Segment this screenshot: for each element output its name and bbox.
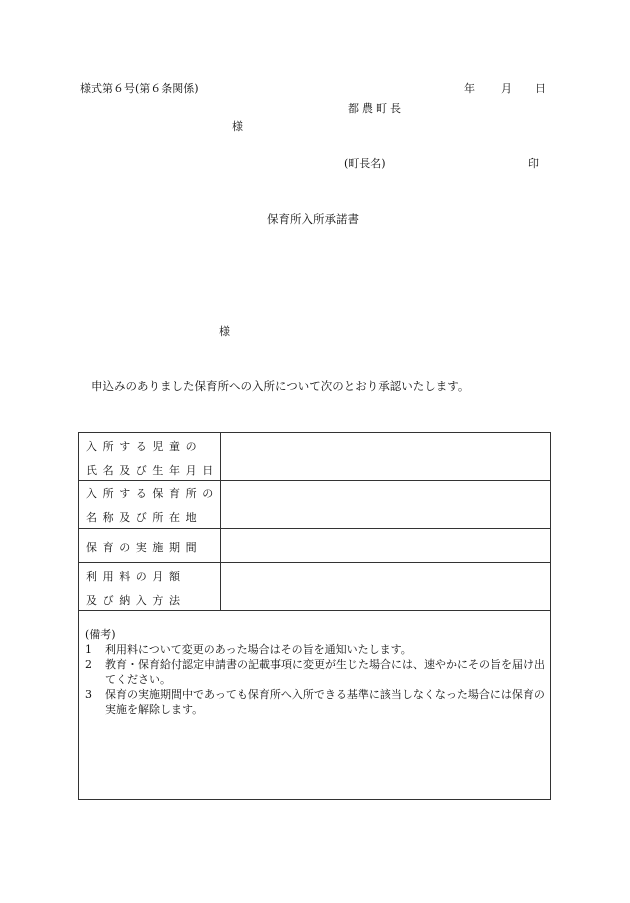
label-line: 保育の実施期間 (86, 541, 203, 554)
date-month-label: 月 (501, 82, 512, 95)
table-row-period (79, 529, 550, 563)
table-row-fee (79, 563, 550, 611)
notes-section (85, 627, 545, 717)
label-line: 入所する児童の (86, 440, 203, 453)
label-line: 氏名及び生年月日 (86, 464, 219, 477)
note-text: 教育・保育給付認定申請書の記載事項に変更が生じた場合には、速やかにその旨を届け出てください。 (105, 658, 545, 686)
note-number: 3 (85, 688, 92, 701)
date-day-label: 日 (535, 82, 546, 95)
label-line: 利用料の月額 (86, 570, 186, 583)
row-label-period (79, 529, 221, 562)
table-row-child (79, 433, 550, 481)
approval-form-table (78, 432, 551, 800)
note-text: 保育の実施期間中であっても保育所へ入所できる基準に該当しなくなった場合には保育の実施を解除します。 (105, 688, 545, 716)
row-label-facility (79, 481, 221, 528)
table-row-facility (79, 481, 550, 529)
notes-heading: (備考) (85, 628, 116, 641)
approval-statement: 申込みのありました保育所への入所について次のとおり承認いたします。 (91, 379, 470, 393)
label-line: 名称及び所在地 (86, 511, 203, 524)
note-item (85, 642, 545, 657)
label-line: 入所する保育所の (86, 487, 219, 500)
form-number-label: 様式第６号(第６条関係) (80, 82, 199, 95)
mayor-name-label: (町長名) (344, 157, 386, 170)
mayor-title: 都農町長 (348, 102, 404, 115)
value-cell-period (221, 529, 550, 562)
value-cell-child (221, 433, 550, 480)
value-cell-facility (221, 481, 550, 528)
note-text: 利用料について変更のあった場合はその旨を通知いたします。 (105, 643, 412, 656)
seal-mark: 印 (528, 157, 539, 170)
date-year-label: 年 (464, 82, 475, 95)
note-item (85, 687, 545, 717)
note-item (85, 657, 545, 687)
row-label-fee (79, 563, 221, 610)
label-line: 及び納入方法 (86, 594, 186, 607)
addressee-suffix: 様 (232, 120, 243, 133)
value-cell-fee (221, 563, 550, 610)
document-title: 保育所入所承諾書 (267, 212, 359, 226)
note-number: 1 (85, 643, 92, 656)
note-number: 2 (85, 658, 92, 671)
recipient-suffix: 様 (219, 325, 230, 338)
row-label-child (79, 433, 221, 480)
